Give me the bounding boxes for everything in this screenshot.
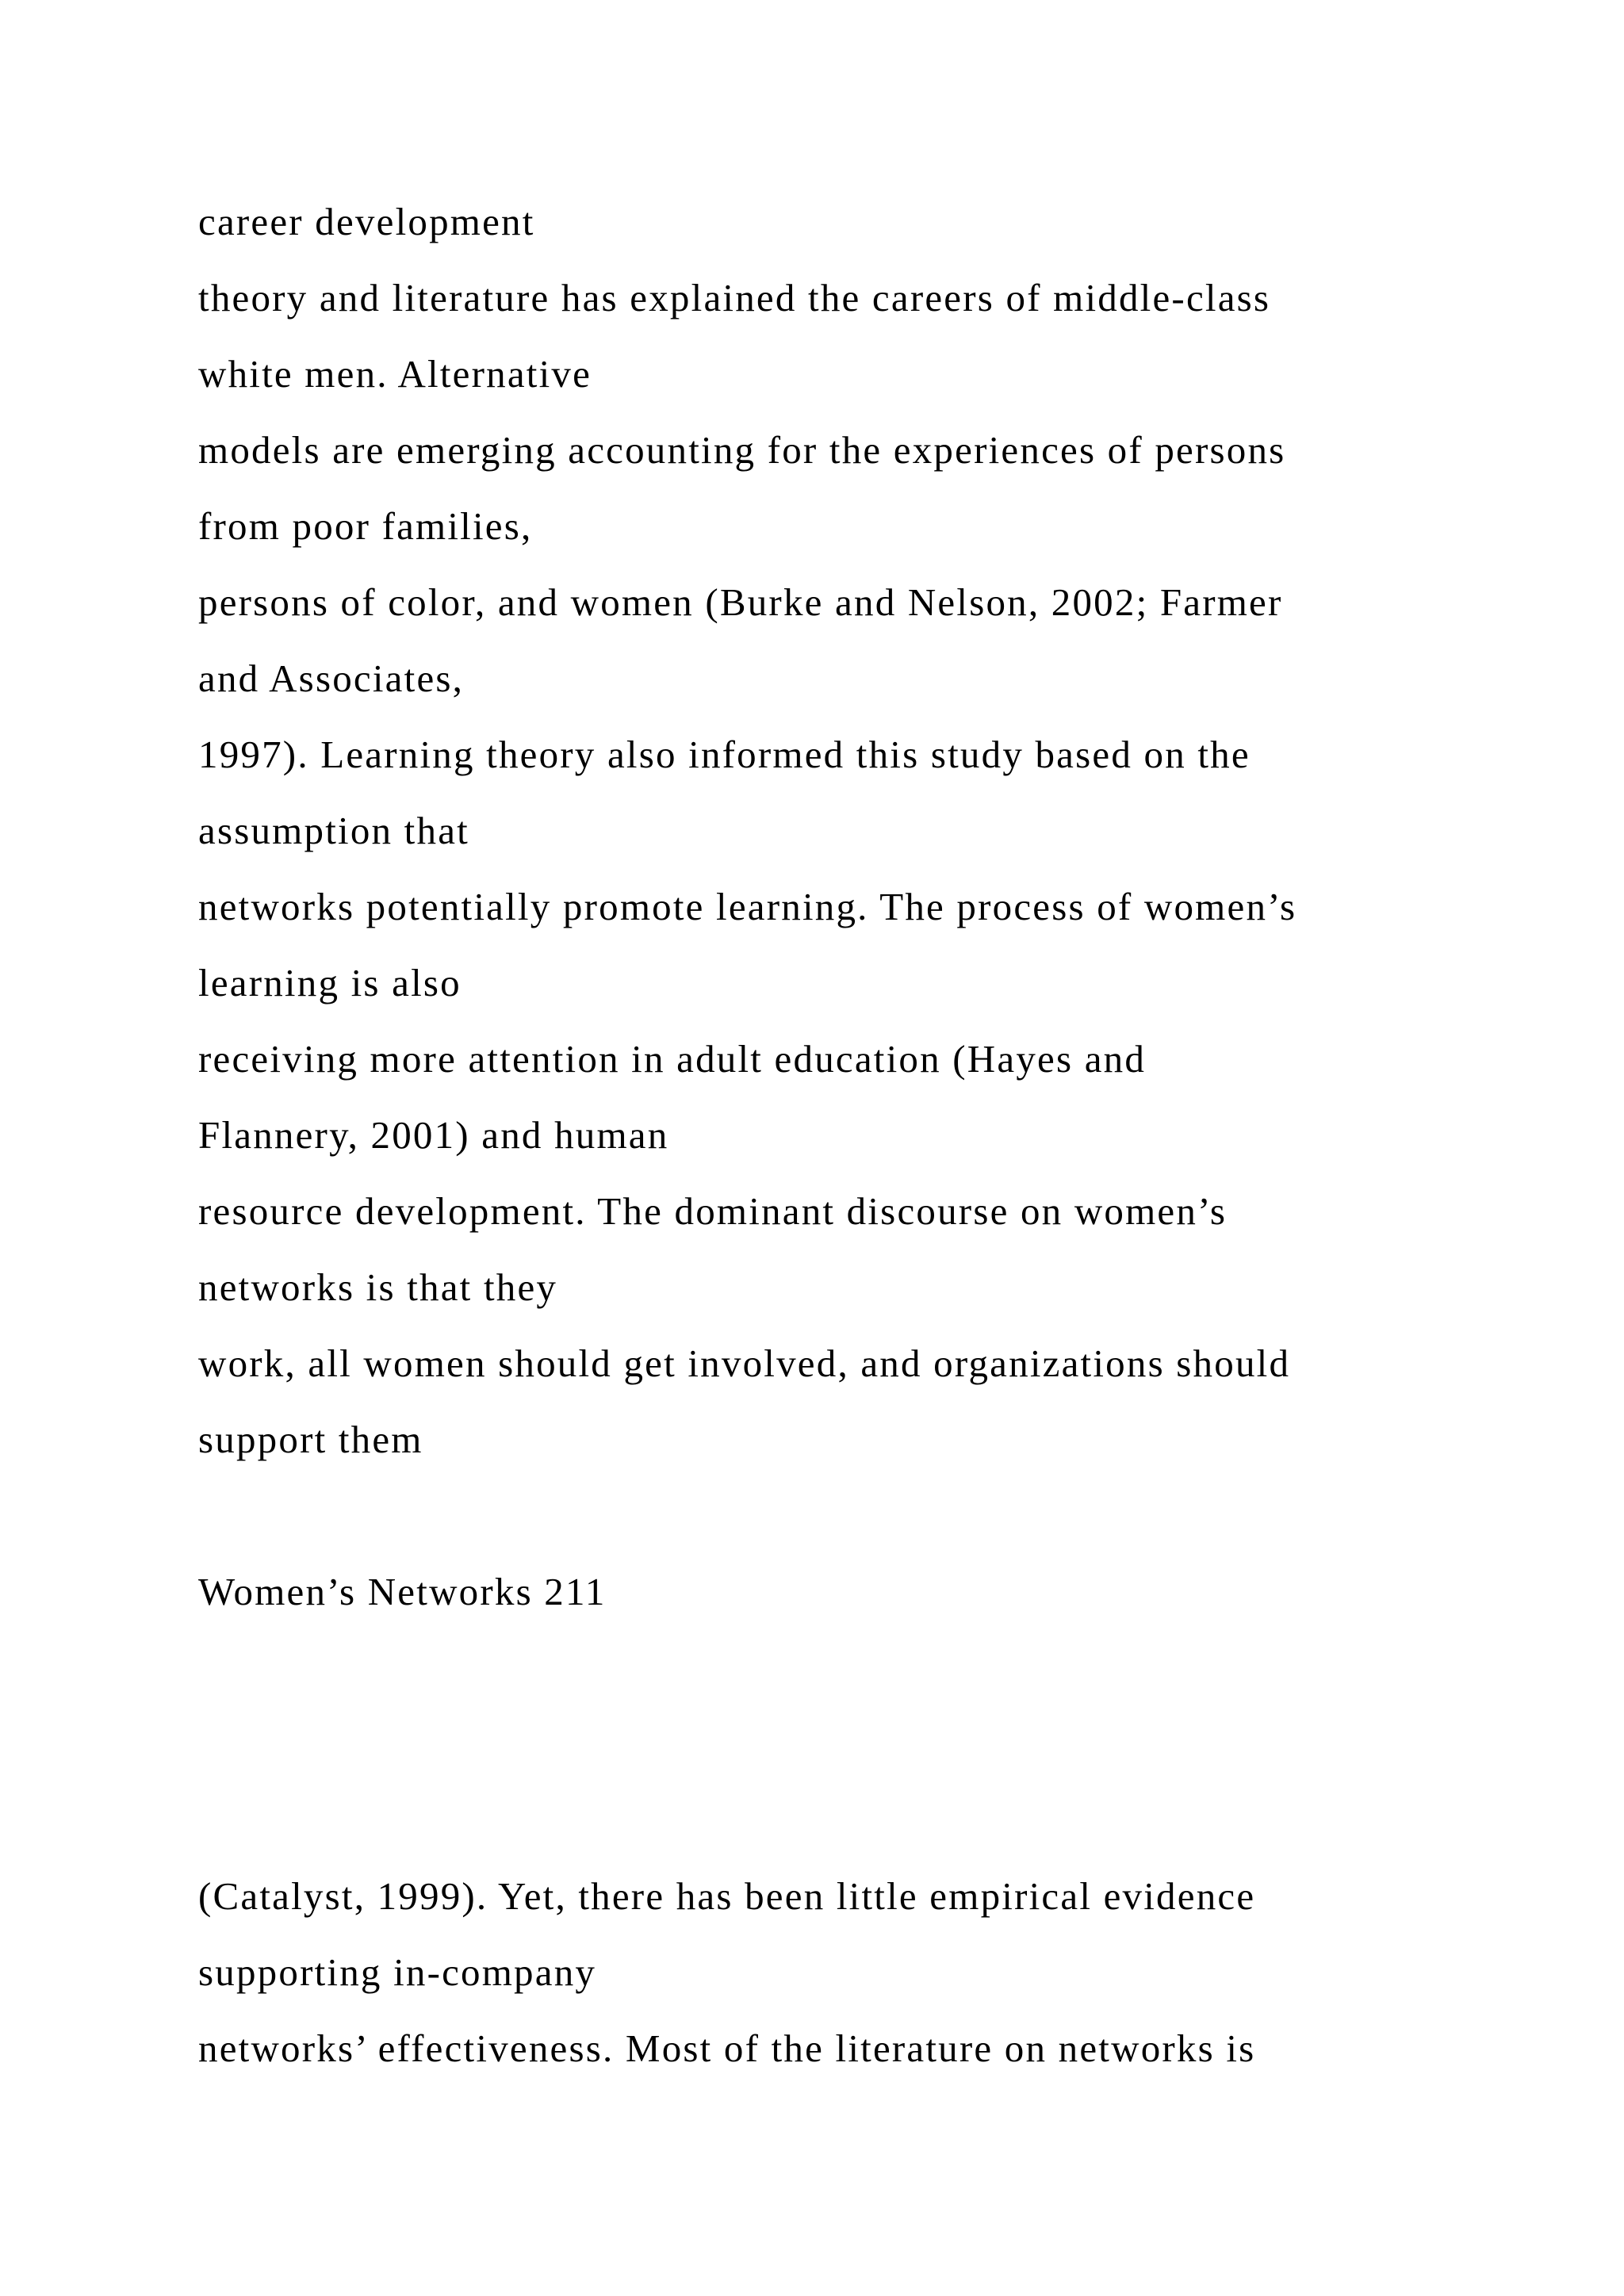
text-line: from poor families,	[198, 504, 533, 548]
text-line: white men. Alternative	[198, 352, 592, 396]
text-line: (Catalyst, 1999). Yet, there has been little empirical evidence	[198, 1874, 1256, 1918]
text-line: models are emerging accounting for the experiences of persons	[198, 428, 1286, 472]
text-line: learning is also	[198, 961, 462, 1004]
text-line: supporting in-company	[198, 1950, 597, 1994]
text-line: networks’ effectiveness. Most of the literature on networks is	[198, 2026, 1256, 2070]
text-line: resource development. The dominant discourse on women’s	[198, 1189, 1228, 1233]
text-line: Flannery, 2001) and human	[198, 1113, 669, 1157]
text-line: persons of color, and women (Burke and Nelson, 2002; Farmer	[198, 580, 1283, 624]
text-line: and Associates,	[198, 656, 465, 700]
text-line: networks is that they	[198, 1265, 558, 1309]
text-line: assumption that	[198, 809, 469, 852]
text-line: theory and literature has explained the careers of middle-class	[198, 276, 1271, 320]
text-line: career development	[198, 200, 535, 243]
text-line: support them	[198, 1418, 423, 1461]
text-line: work, all women should get involved, and organizations should	[198, 1341, 1291, 1385]
running-header: Women’s Networks 211	[198, 1570, 607, 1613]
text-line: 1997). Learning theory also informed this study based on the	[198, 733, 1251, 776]
text-line: networks potentially promote learning. The process of women’s	[198, 885, 1297, 928]
text-line: receiving more attention in adult education (Hayes and	[198, 1037, 1147, 1081]
